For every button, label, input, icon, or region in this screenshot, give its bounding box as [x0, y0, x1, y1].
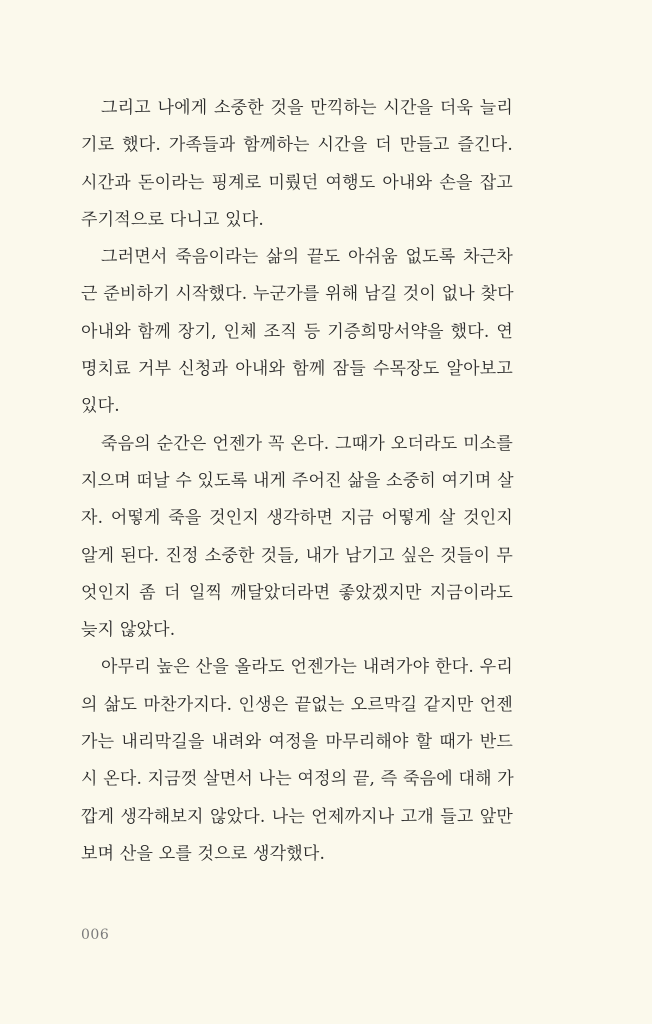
text-line: 기로 했다. 가족들과 함께하는 시간을 더 만들고 즐긴다. [81, 135, 513, 156]
text-line: 그러면서 죽음이라는 삶의 끝도 아쉬움 없도록 차근차 [101, 247, 513, 268]
text-line: 깝게 생각해보지 않았다. 나는 언제까지나 고개 들고 앞만 [81, 806, 513, 827]
text-line: 시간과 돈이라는 핑계로 미뤘던 여행도 아내와 손을 잡고 [81, 172, 513, 193]
text-line: 자. 어떻게 죽을 것인지 생각하면 지금 어떻게 살 것인지 [81, 508, 513, 529]
text-line: 늦지 않았다. [81, 620, 176, 641]
text-line: 가는 내리막길을 내려와 여정을 마무리해야 할 때가 반드 [81, 732, 513, 753]
text-line: 의 삶도 마찬가지다. 인생은 끝없는 오르막길 같지만 언젠 [81, 694, 513, 715]
text-line: 아내와 함께 장기, 인체 조직 등 기증희망서약을 했다. 연 [81, 321, 513, 342]
page-number: 006 [81, 927, 110, 943]
text-line: 엇인지 좀 더 일찍 깨달았더라면 좋았겠지만 지금이라도 [81, 582, 513, 603]
text-line: 그리고 나에게 소중한 것을 만끽하는 시간을 더욱 늘리 [101, 98, 513, 118]
text-line: 근 준비하기 시작했다. 누군가를 위해 남길 것이 없나 찾다 [81, 284, 514, 305]
text-line: 주기적으로 다니고 있다. [81, 209, 265, 230]
body-text [81, 90, 513, 873]
text-line: 알게 된다. 진정 소중한 것들, 내가 남기고 싶은 것들이 무 [81, 545, 513, 566]
text-line: 명치료 거부 신청과 아내와 함께 잠들 수목장도 알아보고 [81, 359, 513, 380]
text-line: 시 온다. 지금껏 살면서 나는 여정의 끝, 즉 죽음에 대해 가 [81, 769, 514, 790]
text-line: 지으며 떠날 수 있도록 내게 주어진 삶을 소중히 여기며 살 [81, 470, 514, 491]
text-line: 죽음의 순간은 언젠가 꼭 온다. 그때가 오더라도 미소를 [101, 433, 513, 454]
text-line: 있다. [81, 396, 120, 417]
text-line: 아무리 높은 산을 올라도 언젠가는 내려가야 한다. 우리 [101, 657, 513, 678]
text-line: 보며 산을 오를 것으로 생각했다. [81, 843, 326, 864]
